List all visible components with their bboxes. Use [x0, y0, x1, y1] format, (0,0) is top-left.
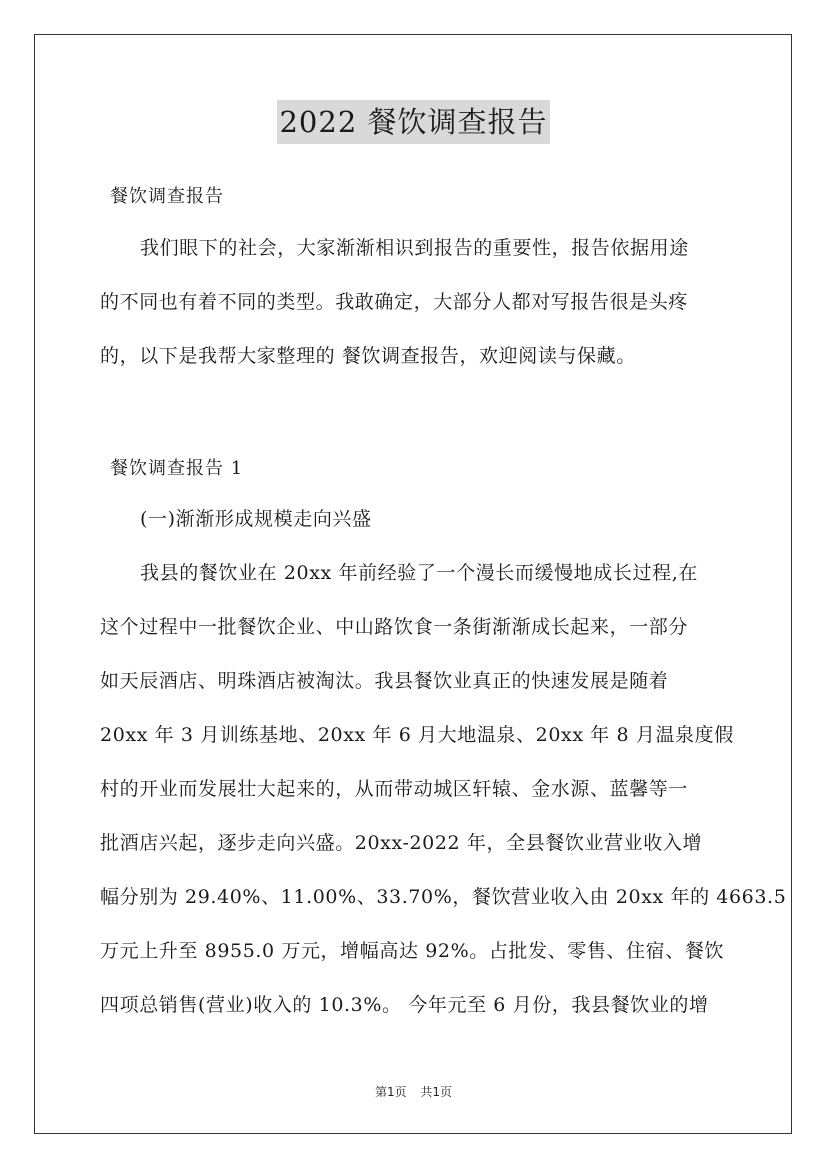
- body-line: 批酒店兴起，逐步走向兴盛。20xx-2022 年，全县餐饮业营业收入增: [100, 832, 703, 854]
- body-line: 如天辰酒店、明珠酒店被淘汰。我县餐饮业真正的快速发展是随着: [100, 670, 669, 692]
- body-line: 幅分别为 29.40%、11.00%、33.70%，餐饮营业收入由 20xx 年的 4663.5: [100, 886, 787, 908]
- intro-line: 的不同也有着不同的类型。我敢确定，大部分人都对写报告很是头疼: [100, 291, 689, 313]
- page-number: 第1页: [374, 1085, 407, 1099]
- intro-heading: 餐饮调查报告: [110, 186, 224, 207]
- page-total: 共1页: [420, 1085, 453, 1099]
- body-paragraph: [100, 546, 787, 1032]
- intro-line: 的，以下是我帮大家整理的 餐饮调查报告，欢迎阅读与保藏。: [100, 345, 636, 367]
- page-footer: [0, 1083, 827, 1100]
- body-line: 村的开业而发展壮大起来的，从而带动城区轩辕、金水源、蓝馨等一: [100, 778, 689, 800]
- document-title: 2022 餐饮调查报告: [277, 100, 549, 144]
- intro-line: 我们眼下的社会，大家渐渐相识到报告的重要性，报告依据用途: [140, 237, 689, 259]
- body-line: 20xx 年 3 月训练基地、20xx 年 6 月大地温泉、20xx 年 8 月温泉度假: [100, 724, 734, 746]
- body-line: 这个过程中一批餐饮企业、中山路饮食一条街渐渐成长起来，一部分: [100, 616, 689, 638]
- body-line: 我县的餐饮业在 20xx 年前经验了一个漫长而缓慢地成长过程,在: [140, 562, 698, 584]
- body-line: 四项总销售(营业)收入的 10.3%。 今年元至 6 月份，我县餐饮业的增: [100, 994, 709, 1016]
- body-line: 万元上升至 8955.0 万元，增幅高达 92%。占批发、零售、住宿、餐饮: [100, 940, 725, 962]
- section1-subheading: (一)渐渐形成规模走向兴盛: [140, 508, 372, 530]
- section1-heading: 餐饮调查报告 1: [110, 458, 244, 479]
- section1-subheading-wrap: [100, 492, 750, 546]
- document-title-wrap: [0, 100, 827, 144]
- intro-paragraph: [100, 221, 750, 383]
